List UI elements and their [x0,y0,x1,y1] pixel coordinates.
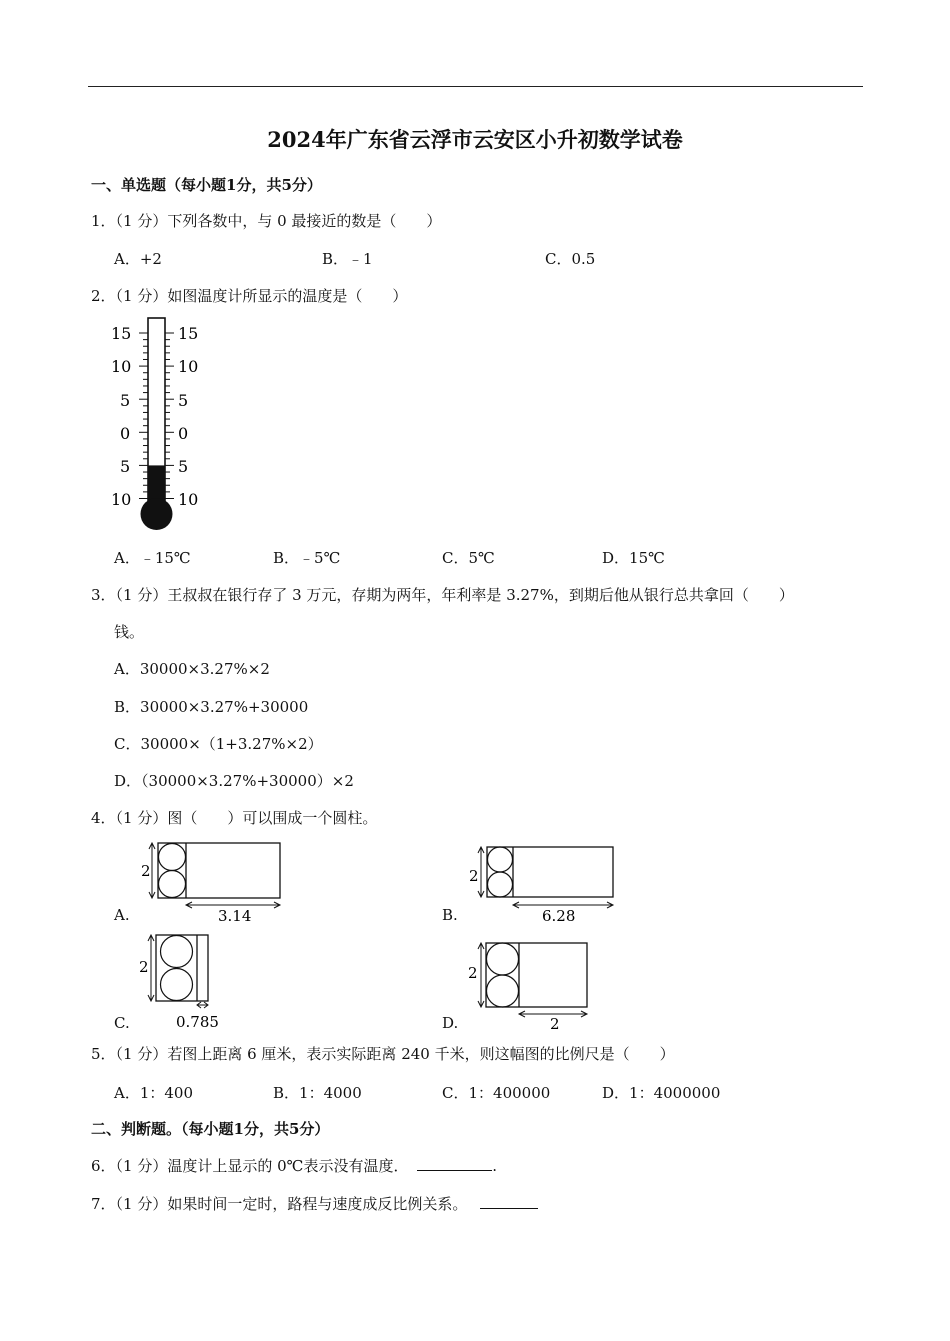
question-5: 5．（1 分）若图上距离 6 厘米，表示实际距离 240 千米，则这幅图的比例尺是（ ） [91,1045,675,1063]
q6-answer-blank[interactable] [417,1156,492,1171]
question-2: 2．（1 分）如图温度计所显示的温度是（ ） [91,287,408,305]
scale-left-4: 5 [120,457,131,476]
scale-right-3: 0 [178,424,189,443]
q4d-height: 2 [468,964,478,982]
q5-option-a: A．1：400 [114,1084,194,1102]
q4d-width: 2 [550,1015,560,1033]
thermometer-figure [100,312,220,537]
q5-option-c: C．1：400000 [442,1084,551,1102]
section-heading-single-choice: 一、单选题（每小题1分，共5分） [91,176,322,194]
scale-right-5: 10 [178,490,199,509]
q5-option-d: D．1：4000000 [602,1084,721,1102]
q4-option-b-label: B. [442,906,458,924]
q1-option-a: A．+2 [114,250,162,268]
q5-option-b: B．1：4000 [273,1084,362,1102]
q4b-height: 2 [469,867,479,885]
q3-option-c: C．30000×（1+3.27%×2） [114,735,323,753]
scale-left-3: 0 [120,424,131,443]
scale-right-2: 5 [178,391,189,410]
q4a-height: 2 [141,862,151,880]
q2-option-d: D．15℃ [602,549,665,567]
q4-figure-a [135,838,290,926]
question-6-text: 6．（1 分）温度计上显示的 0℃表示没有温度． [91,1157,409,1175]
scale-right-4: 5 [178,457,189,476]
question-7-text: 7．（1 分）如果时间一定时，路程与速度成反比例关系。 [91,1195,468,1213]
question-4: 4．（1 分）图（ ）可以围成一个圆柱。 [91,809,378,827]
q3-option-d: D．（30000×3.27%+30000）×2 [114,772,354,790]
q2-option-a: A．﹣15℃ [114,549,191,567]
scale-left-1: 10 [111,357,132,376]
q4-figure-c [135,930,230,1030]
question-1: 1．（1 分）下列各数中，与 0 最接近的数是（ ） [91,212,442,230]
q4a-width: 3.14 [218,907,252,925]
q4-figure-d [466,938,596,1033]
question-3-line1: 3．（1 分）王叔叔在银行存了 3 万元，存期为两年，年利率是 3.27%，到期后他从银行总共拿回（ ） [91,586,794,604]
thermometer-bulb [141,498,173,530]
scale-left-2: 5 [120,391,131,410]
scale-right-0: 15 [178,324,199,343]
q4c-width: 0.785 [176,1013,219,1030]
header-rule [88,86,863,87]
q7-answer-blank[interactable] [480,1194,538,1209]
q4-figure-b [466,842,626,928]
q6-end: . [492,1157,498,1175]
q4-option-c-label: C. [114,1014,130,1032]
q1-option-c: C．0.5 [545,250,596,268]
section-heading-true-false: 二、判断题。（每小题1分，共5分） [91,1120,330,1138]
q3-option-a: A．30000×3.27%×2 [114,660,270,678]
q3-option-b: B．30000×3.27%+30000 [114,698,309,716]
question-7 [91,1193,538,1214]
q2-option-c: C．5℃ [442,549,495,567]
q4-option-d-label: D. [442,1014,459,1032]
q4-option-a-label: A. [114,906,130,924]
scale-left-5: 10 [111,490,132,509]
q2-option-b: B．﹣5℃ [273,549,341,567]
scale-left-0: 15 [111,324,132,343]
question-6 [91,1155,497,1176]
scale-right-1: 10 [178,357,199,376]
question-3-line2: 钱。 [114,623,145,641]
q1-option-b: B．﹣1 [322,250,373,268]
page-title: 2024年广东省云浮市云安区小升初数学试卷 [267,127,683,152]
q4b-width: 6.28 [542,907,576,925]
q4c-height: 2 [139,958,149,976]
